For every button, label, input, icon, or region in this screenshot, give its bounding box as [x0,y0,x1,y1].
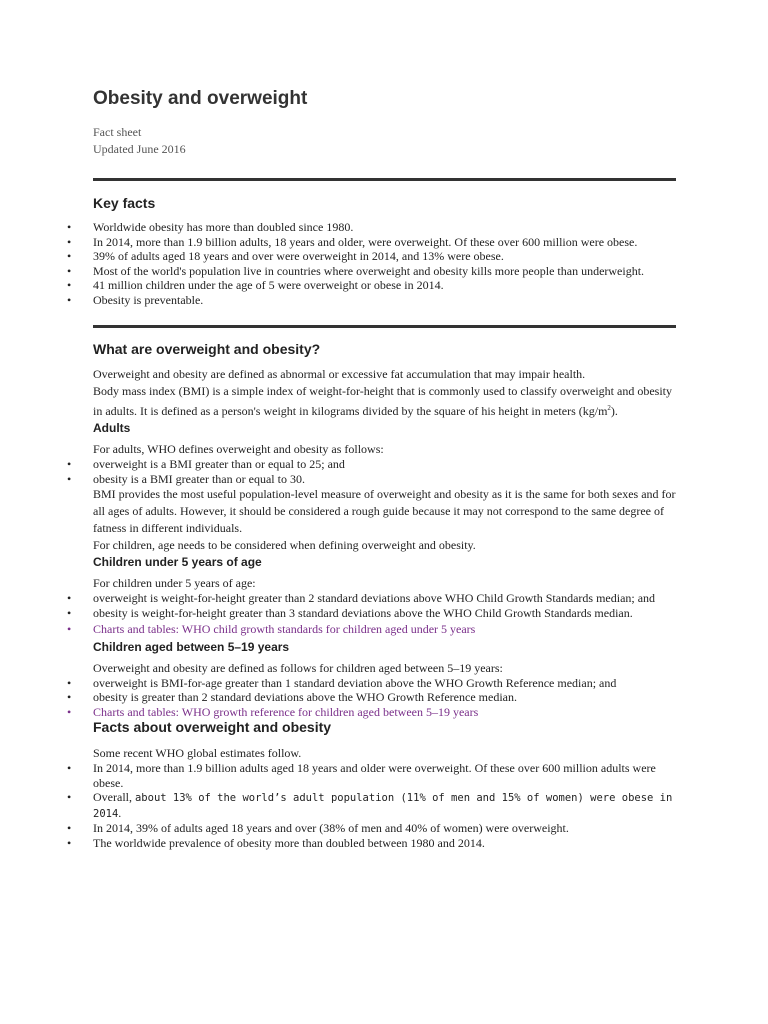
updated-date: Updated June 2016 [93,142,186,156]
list-item: • overweight is a BMI greater than or equal to 25; and [93,457,676,472]
list-item: • overweight is BMI-for-age greater than 1 standard deviation above the WHO Growth Reference median; and [93,676,676,691]
list-item: • obesity is weight-for-height greater than 3 standard deviations above the WHO Child Growth Standards median. [93,606,676,621]
age5-19-intro: Overweight and obesity are defined as follows for children aged between 5–19 years: [93,660,503,675]
key-facts-list [93,220,676,307]
adults-intro: For adults, WHO defines overweight and obesity as follows: [93,442,384,456]
superscript: 2 [607,404,611,412]
list-item: • Most of the world's population live in countries where overweight and obesity kills more people than underweight. [93,264,676,279]
facts-list [93,761,676,850]
list-item [93,790,676,821]
bmi-paragraph [93,383,676,420]
under5-list [93,591,676,637]
list-item: • overweight is weight-for-height greater than 2 standard deviations above WHO Child Growth Standards median; and [93,591,676,606]
list-item: • In 2014, more than 1.9 billion adults aged 18 years and older were overweight. Of these over 600 million adults were obese. [93,761,676,790]
section-divider [93,325,676,328]
definition-paragraph: Overweight and obesity are defined as abnormal or excessive fat accumulation that may impair health. [93,367,586,381]
list-item: • obesity is greater than 2 standard deviations above the WHO Growth Reference median. [93,690,676,705]
list-item: • Worldwide obesity has more than doubled since 1980. [93,220,676,235]
list-item: • In 2014, more than 1.9 billion adults, 18 years and older, were overweight. Of these over 600 million were obese. [93,235,676,250]
adults-list [93,457,676,486]
list-item: • obesity is a BMI greater than or equal to 30. [93,472,676,487]
list-item: • In 2014, 39% of adults aged 18 years and over (38% of men and 40% of women) were overweight. [93,821,676,836]
list-item: • 39% of adults aged 18 years and over were overweight in 2014, and 13% were obese. [93,249,676,264]
bmi-note: BMI provides the most useful population-level measure of overweight and obesity as it is the same for both sexes and for all ages of adults. However, it should be considered a rough guide because it may not correspond to the same degree of fatness in different individuals. [93,487,676,535]
fact-text-end: . [118,805,122,820]
page-title: Obesity and overweight [93,88,308,109]
section-divider [93,178,676,181]
bmi-text-end: ). [610,404,618,418]
what-are-heading: What are overweight and obesity? [93,341,321,357]
fact-text: Overall, [93,790,132,804]
age5-19-charts-link[interactable]: • Charts and tables: WHO growth reference for children aged between 5–19 years [93,705,676,720]
age5-19-heading: Children aged between 5–19 years [93,639,290,654]
children-note: For children, age needs to be considered when defining overweight and obesity. [93,538,476,552]
under5-intro: For children under 5 years of age: [93,576,256,590]
age5-19-list [93,676,676,720]
list-item: • The worldwide prevalence of obesity more than doubled between 1980 and 2014. [93,836,676,851]
key-facts-heading: Key facts [93,195,156,211]
fact-text-highlight: about 13% of the world’s adult population (11% of men and 15% of women) were obese in 2014 [93,792,673,820]
under5-heading: Children under 5 years of age [93,555,262,569]
facts-heading: Facts about overweight and obesity [93,719,332,735]
list-item: • Obesity is preventable. [93,293,676,308]
under5-charts-link[interactable]: • Charts and tables: WHO child growth standards for children aged under 5 years [93,622,676,637]
list-item: • 41 million children under the age of 5 were overweight or obese in 2014. [93,278,676,293]
fact-sheet-page [93,86,676,850]
bmi-text: Body mass index (BMI) is a simple index of weight-for-height that is commonly used to classify overweight and obesity in adults. It is defined as a person's weight in kilograms divided by the square of his height in meters (kg/m [93,384,672,418]
adults-heading: Adults [93,421,131,435]
facts-intro: Some recent WHO global estimates follow. [93,746,302,760]
doc-type: Fact sheet [93,125,142,139]
